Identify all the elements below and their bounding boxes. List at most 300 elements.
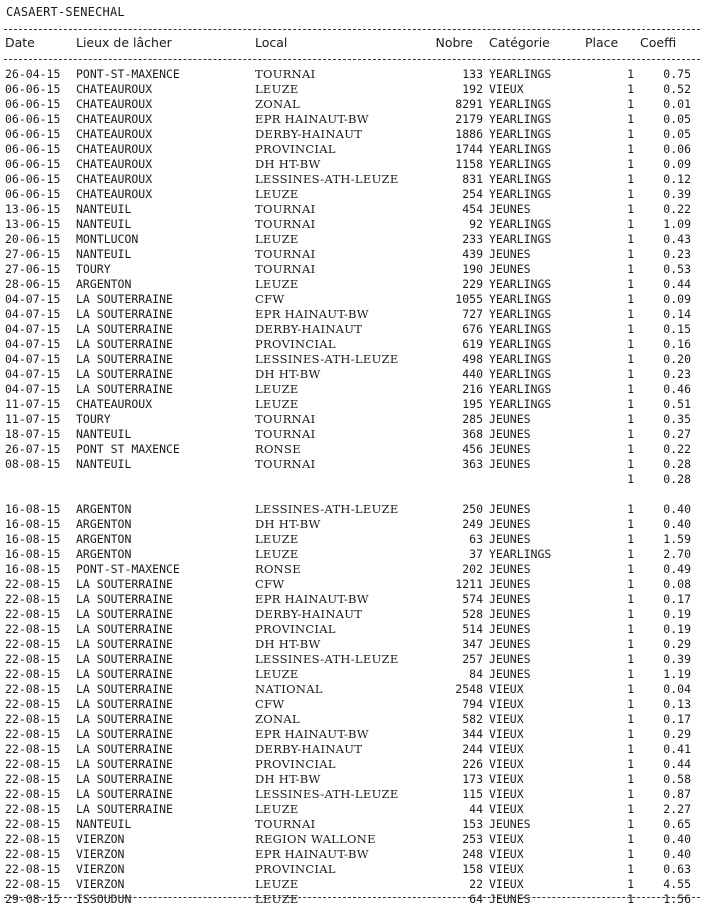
row-place: 1	[627, 727, 634, 741]
table-row	[0, 412, 706, 427]
row-date: 13-06-15	[5, 202, 61, 216]
row-lieu: LA SOUTERRAINE	[76, 352, 173, 366]
row-categorie: JEUNES	[489, 817, 531, 831]
row-nobre: 244	[462, 742, 483, 756]
row-nobre: 347	[462, 637, 483, 651]
top-dashed-rule	[4, 29, 700, 30]
row-nobre: 84	[469, 667, 483, 681]
table-row	[0, 172, 706, 187]
row-lieu: LA SOUTERRAINE	[76, 742, 173, 756]
row-date: 22-08-15	[5, 622, 61, 636]
row-categorie: VIEUX	[489, 862, 524, 876]
row-lieu: LA SOUTERRAINE	[76, 697, 173, 711]
header-dashed-rule	[4, 59, 700, 60]
row-coeffi: 0.28	[663, 457, 691, 471]
row-nobre: 115	[462, 787, 483, 801]
row-lieu: CHATEAUROUX	[76, 97, 153, 111]
row-place: 1	[627, 247, 634, 261]
row-lieu: LA SOUTERRAINE	[76, 802, 173, 816]
row-local: TOURNAI	[255, 202, 316, 216]
table-row	[0, 622, 706, 637]
row-nobre: 173	[462, 772, 483, 786]
row-place: 1	[627, 862, 634, 876]
row-place: 1	[627, 787, 634, 801]
row-date: 11-07-15	[5, 397, 61, 411]
row-categorie: VIEUX	[489, 742, 524, 756]
row-coeffi: 0.40	[663, 517, 691, 531]
row-place: 1	[627, 232, 634, 246]
row-date: 06-06-15	[5, 127, 61, 141]
row-place: 1	[627, 697, 634, 711]
row-local: LEUZE	[255, 187, 299, 201]
row-local: CFW	[255, 292, 285, 306]
row-lieu: ARGENTON	[76, 517, 132, 531]
row-categorie: VIEUX	[489, 697, 524, 711]
row-place: 1	[627, 757, 634, 771]
row-categorie: VIEUX	[489, 757, 524, 771]
row-nobre: 514	[462, 622, 483, 636]
row-coeffi: 0.22	[663, 442, 691, 456]
row-place: 1	[627, 652, 634, 666]
row-place: 1	[627, 577, 634, 591]
row-categorie: YEARLINGS	[489, 547, 552, 561]
table-row	[0, 157, 706, 172]
row-coeffi: 0.19	[663, 607, 691, 621]
row-categorie: JEUNES	[489, 622, 531, 636]
table-row	[0, 427, 706, 442]
row-local: TOURNAI	[255, 412, 316, 426]
row-nobre: 190	[462, 262, 483, 276]
row-coeffi: 4.55	[663, 877, 691, 891]
row-nobre: 368	[462, 427, 483, 441]
row-nobre: 582	[462, 712, 483, 726]
row-lieu: TOURY	[76, 262, 111, 276]
row-place: 1	[627, 262, 634, 276]
header-categorie: Catégorie	[489, 35, 550, 50]
table-row	[0, 667, 706, 682]
row-local: ZONAL	[255, 97, 300, 111]
row-coeffi: 0.20	[663, 352, 691, 366]
row-coeffi: 0.17	[663, 712, 691, 726]
row-nobre: 363	[462, 457, 483, 471]
table-row	[0, 697, 706, 712]
row-place: 1	[627, 127, 634, 141]
header-coeffi: Coeffi	[640, 35, 677, 50]
row-nobre: 63	[469, 532, 483, 546]
table-row	[0, 637, 706, 652]
row-categorie: JEUNES	[489, 457, 531, 471]
row-local: LEUZE	[255, 667, 299, 681]
row-coeffi: 0.35	[663, 412, 691, 426]
row-local: LEUZE	[255, 547, 299, 561]
row-date: 22-08-15	[5, 847, 61, 861]
row-date: 06-06-15	[5, 82, 61, 96]
table-row	[0, 562, 706, 577]
table-row	[0, 817, 706, 832]
row-categorie: YEARLINGS	[489, 307, 552, 321]
row-coeffi: 0.44	[663, 277, 691, 291]
row-local: PROVINCIAL	[255, 337, 336, 351]
row-date: 22-08-15	[5, 817, 61, 831]
row-lieu: VIERZON	[76, 862, 125, 876]
row-place: 1	[627, 682, 634, 696]
row-categorie: VIEUX	[489, 877, 524, 891]
row-nobre: 619	[462, 337, 483, 351]
row-categorie: JEUNES	[489, 247, 531, 261]
row-lieu: CHATEAUROUX	[76, 187, 153, 201]
table-row	[0, 367, 706, 382]
row-lieu: LA SOUTERRAINE	[76, 682, 173, 696]
row-coeffi: 0.40	[663, 502, 691, 516]
row-local: LEUZE	[255, 877, 299, 891]
table-row	[0, 262, 706, 277]
row-local: EPR HAINAUT-BW	[255, 847, 369, 861]
table-row	[0, 127, 706, 142]
row-lieu: CHATEAUROUX	[76, 157, 153, 171]
row-nobre: 254	[462, 187, 483, 201]
row-place: 1	[627, 592, 634, 606]
row-nobre: 202	[462, 562, 483, 576]
row-lieu: VIERZON	[76, 877, 125, 891]
table-row	[0, 757, 706, 772]
row-categorie: YEARLINGS	[489, 292, 552, 306]
row-place: 1	[627, 457, 634, 471]
table-row	[0, 682, 706, 697]
row-place: 1	[627, 607, 634, 621]
row-coeffi: 2.27	[663, 802, 691, 816]
row-date: 13-06-15	[5, 217, 61, 231]
row-local: LEUZE	[255, 397, 299, 411]
row-coeffi: 0.22	[663, 202, 691, 216]
row-categorie: JEUNES	[489, 652, 531, 666]
row-local: TOURNAI	[255, 262, 316, 276]
row-categorie: VIEUX	[489, 682, 524, 696]
row-place: 1	[627, 187, 634, 201]
table-row	[0, 877, 706, 892]
row-nobre: 249	[462, 517, 483, 531]
row-date: 22-08-15	[5, 742, 61, 756]
table-row	[0, 142, 706, 157]
row-lieu: LA SOUTERRAINE	[76, 622, 173, 636]
row-date: 22-08-15	[5, 712, 61, 726]
row-date: 22-08-15	[5, 592, 61, 606]
row-date: 22-08-15	[5, 757, 61, 771]
row-local: PROVINCIAL	[255, 142, 336, 156]
row-date: 04-07-15	[5, 337, 61, 351]
row-local: LEUZE	[255, 82, 299, 96]
row-date: 11-07-15	[5, 412, 61, 426]
table-row	[0, 652, 706, 667]
row-categorie: JEUNES	[489, 517, 531, 531]
row-coeffi: 0.29	[663, 727, 691, 741]
row-local: LEUZE	[255, 802, 299, 816]
row-categorie: JEUNES	[489, 607, 531, 621]
row-place: 1	[627, 307, 634, 321]
row-categorie: JEUNES	[489, 667, 531, 681]
header-nobre: Nobre	[435, 35, 473, 50]
row-nobre: 285	[462, 412, 483, 426]
table-row	[0, 247, 706, 262]
row-nobre: 233	[462, 232, 483, 246]
row-lieu: LA SOUTERRAINE	[76, 757, 173, 771]
row-date: 22-08-15	[5, 802, 61, 816]
row-lieu: NANTEUIL	[76, 427, 132, 441]
row-place: 1	[627, 217, 634, 231]
row-lieu: PONT ST MAXENCE	[76, 442, 180, 456]
row-date: 22-08-15	[5, 727, 61, 741]
row-nobre: 794	[462, 697, 483, 711]
row-place: 1	[627, 622, 634, 636]
row-date: 22-08-15	[5, 652, 61, 666]
row-date: 16-08-15	[5, 532, 61, 546]
row-categorie: YEARLINGS	[489, 142, 552, 156]
row-place: 1	[627, 97, 634, 111]
table-row	[0, 832, 706, 847]
row-coeffi: 0.14	[663, 307, 691, 321]
row-nobre: 226	[462, 757, 483, 771]
row-nobre: 1055	[455, 292, 483, 306]
row-nobre: 2548	[455, 682, 483, 696]
header-date: Date	[5, 35, 35, 50]
row-lieu: LA SOUTERRAINE	[76, 607, 173, 621]
row-nobre: 574	[462, 592, 483, 606]
row-local: RONSE	[255, 562, 301, 576]
row-date: 22-08-15	[5, 832, 61, 846]
row-coeffi: 0.27	[663, 427, 691, 441]
row-coeffi: 0.46	[663, 382, 691, 396]
row-coeffi: 0.09	[663, 292, 691, 306]
row-categorie: JEUNES	[489, 442, 531, 456]
row-local: ZONAL	[255, 712, 300, 726]
row-coeffi: 1.59	[663, 532, 691, 546]
row-date: 26-07-15	[5, 442, 61, 456]
row-local: RONSE	[255, 442, 301, 456]
row-local: TOURNAI	[255, 817, 316, 831]
table-row	[0, 397, 706, 412]
row-coeffi: 0.08	[663, 577, 691, 591]
table-row	[0, 112, 706, 127]
row-place: 1	[627, 817, 634, 831]
table-header	[0, 35, 706, 50]
row-categorie: YEARLINGS	[489, 127, 552, 141]
row-coeffi: 0.13	[663, 697, 691, 711]
row-coeffi: 0.52	[663, 82, 691, 96]
row-categorie: JEUNES	[489, 892, 531, 906]
row-place: 1	[627, 532, 634, 546]
row-date: 08-08-15	[5, 457, 61, 471]
row-local: LESSINES-ATH-LEUZE	[255, 787, 399, 801]
row-local: LEUZE	[255, 892, 299, 906]
row-nobre: 44	[469, 802, 483, 816]
table-row	[0, 292, 706, 307]
row-nobre: 257	[462, 652, 483, 666]
row-local: LESSINES-ATH-LEUZE	[255, 172, 399, 186]
row-coeffi: 2.70	[663, 547, 691, 561]
row-lieu: LA SOUTERRAINE	[76, 307, 173, 321]
row-categorie: VIEUX	[489, 82, 524, 96]
row-lieu: NANTEUIL	[76, 457, 132, 471]
row-date: 04-07-15	[5, 352, 61, 366]
header-lieu: Lieux de lâcher	[76, 35, 172, 50]
row-lieu: CHATEAUROUX	[76, 142, 153, 156]
table-row	[0, 787, 706, 802]
row-nobre: 253	[462, 832, 483, 846]
row-coeffi: 0.43	[663, 232, 691, 246]
row-coeffi: 0.05	[663, 112, 691, 126]
row-date: 04-07-15	[5, 382, 61, 396]
row-nobre: 158	[462, 862, 483, 876]
row-place: 1	[627, 427, 634, 441]
table-row	[0, 862, 706, 877]
table-row	[0, 772, 706, 787]
row-lieu: PONT-ST-MAXENCE	[76, 562, 180, 576]
row-date: 22-08-15	[5, 877, 61, 891]
row-lieu: ISSOUDUN	[76, 892, 132, 906]
row-local: EPR HAINAUT-BW	[255, 592, 369, 606]
row-nobre: 676	[462, 322, 483, 336]
row-date: 06-06-15	[5, 142, 61, 156]
row-place: 1	[627, 352, 634, 366]
row-nobre: 454	[462, 202, 483, 216]
row-lieu: ARGENTON	[76, 277, 132, 291]
row-categorie: JEUNES	[489, 412, 531, 426]
row-lieu: LA SOUTERRAINE	[76, 652, 173, 666]
row-local: LESSINES-ATH-LEUZE	[255, 352, 399, 366]
row-place: 1	[627, 667, 634, 681]
row-nobre: 37	[469, 547, 483, 561]
row-coeffi: 0.65	[663, 817, 691, 831]
row-place: 1	[627, 292, 634, 306]
row-categorie: VIEUX	[489, 832, 524, 846]
row-lieu: PONT-ST-MAXENCE	[76, 67, 180, 81]
table-row	[0, 547, 706, 562]
row-coeffi: 0.40	[663, 832, 691, 846]
row-coeffi: 1.56	[663, 892, 691, 906]
row-nobre: 1744	[455, 142, 483, 156]
row-nobre: 216	[462, 382, 483, 396]
row-lieu: VIERZON	[76, 832, 125, 846]
row-coeffi: 0.16	[663, 337, 691, 351]
row-date: 22-08-15	[5, 577, 61, 591]
row-categorie: VIEUX	[489, 787, 524, 801]
row-lieu: LA SOUTERRAINE	[76, 382, 173, 396]
row-local: EPR HAINAUT-BW	[255, 307, 369, 321]
row-coeffi: 0.23	[663, 247, 691, 261]
row-nobre: 229	[462, 277, 483, 291]
row-place: 1	[627, 367, 634, 381]
row-nobre: 22	[469, 877, 483, 891]
row-coeffi: 0.17	[663, 592, 691, 606]
row-nobre: 250	[462, 502, 483, 516]
row-coeffi: 0.23	[663, 367, 691, 381]
row-coeffi: 0.39	[663, 652, 691, 666]
row-nobre: 456	[462, 442, 483, 456]
table-row	[0, 352, 706, 367]
row-date: 04-07-15	[5, 367, 61, 381]
row-coeffi: 0.87	[663, 787, 691, 801]
row-local: DERBY-HAINAUT	[255, 607, 363, 621]
row-nobre: 1158	[455, 157, 483, 171]
row-coeffi: 0.44	[663, 757, 691, 771]
row-local: DH HT-BW	[255, 637, 321, 651]
row-nobre: 727	[462, 307, 483, 321]
row-place: 1	[627, 517, 634, 531]
row-local: DH HT-BW	[255, 157, 321, 171]
row-place: 1	[627, 172, 634, 186]
row-place: 1	[627, 277, 634, 291]
row-lieu: LA SOUTERRAINE	[76, 337, 173, 351]
row-lieu: LA SOUTERRAINE	[76, 787, 173, 801]
table-row	[0, 382, 706, 397]
row-place: 1	[627, 67, 634, 81]
table-row	[0, 337, 706, 352]
header-place: Place	[585, 35, 619, 50]
row-lieu: LA SOUTERRAINE	[76, 712, 173, 726]
row-date: 16-08-15	[5, 547, 61, 561]
row-lieu: ARGENTON	[76, 532, 132, 546]
row-local: DH HT-BW	[255, 367, 321, 381]
row-coeffi: 0.75	[663, 67, 691, 81]
row-categorie: YEARLINGS	[489, 337, 552, 351]
row-date: 26-04-15	[5, 67, 61, 81]
document-title: CASAERT-SENECHAL	[6, 5, 125, 19]
row-date: 22-08-15	[5, 787, 61, 801]
row-local: DERBY-HAINAUT	[255, 742, 363, 756]
row-categorie: YEARLINGS	[489, 382, 552, 396]
row-lieu: NANTEUIL	[76, 817, 132, 831]
row-coeffi: 0.05	[663, 127, 691, 141]
row-coeffi: 0.39	[663, 187, 691, 201]
row-lieu: ARGENTON	[76, 547, 132, 561]
row-date: 27-06-15	[5, 247, 61, 261]
row-categorie: YEARLINGS	[489, 187, 552, 201]
row-categorie: JEUNES	[489, 202, 531, 216]
row-categorie: YEARLINGS	[489, 352, 552, 366]
row-local: DH HT-BW	[255, 517, 321, 531]
row-lieu: MONTLUCON	[76, 232, 139, 246]
row-lieu: CHATEAUROUX	[76, 82, 153, 96]
table-row	[0, 712, 706, 727]
row-lieu: CHATEAUROUX	[76, 172, 153, 186]
row-lieu: LA SOUTERRAINE	[76, 772, 173, 786]
row-place: 1	[627, 802, 634, 816]
row-local: LEUZE	[255, 232, 299, 246]
row-coeffi: 1.19	[663, 667, 691, 681]
row-lieu: LA SOUTERRAINE	[76, 322, 173, 336]
row-categorie: YEARLINGS	[489, 112, 552, 126]
row-categorie: JEUNES	[489, 502, 531, 516]
row-categorie: YEARLINGS	[489, 277, 552, 291]
row-coeffi: 0.40	[663, 847, 691, 861]
row-date: 22-08-15	[5, 772, 61, 786]
row-lieu: LA SOUTERRAINE	[76, 577, 173, 591]
row-place: 1	[627, 202, 634, 216]
row-nobre: 192	[462, 82, 483, 96]
row-place: 1	[627, 412, 634, 426]
row-categorie: YEARLINGS	[489, 322, 552, 336]
row-nobre: 92	[469, 217, 483, 231]
row-lieu: CHATEAUROUX	[76, 397, 153, 411]
row-place: 1	[627, 562, 634, 576]
table-row	[0, 457, 706, 472]
row-categorie: VIEUX	[489, 772, 524, 786]
row-place: 1	[627, 502, 634, 516]
row-nobre: 528	[462, 607, 483, 621]
row-date: 16-08-15	[5, 562, 61, 576]
row-place: 1	[627, 442, 634, 456]
table-row	[0, 187, 706, 202]
row-place: 1	[627, 337, 634, 351]
